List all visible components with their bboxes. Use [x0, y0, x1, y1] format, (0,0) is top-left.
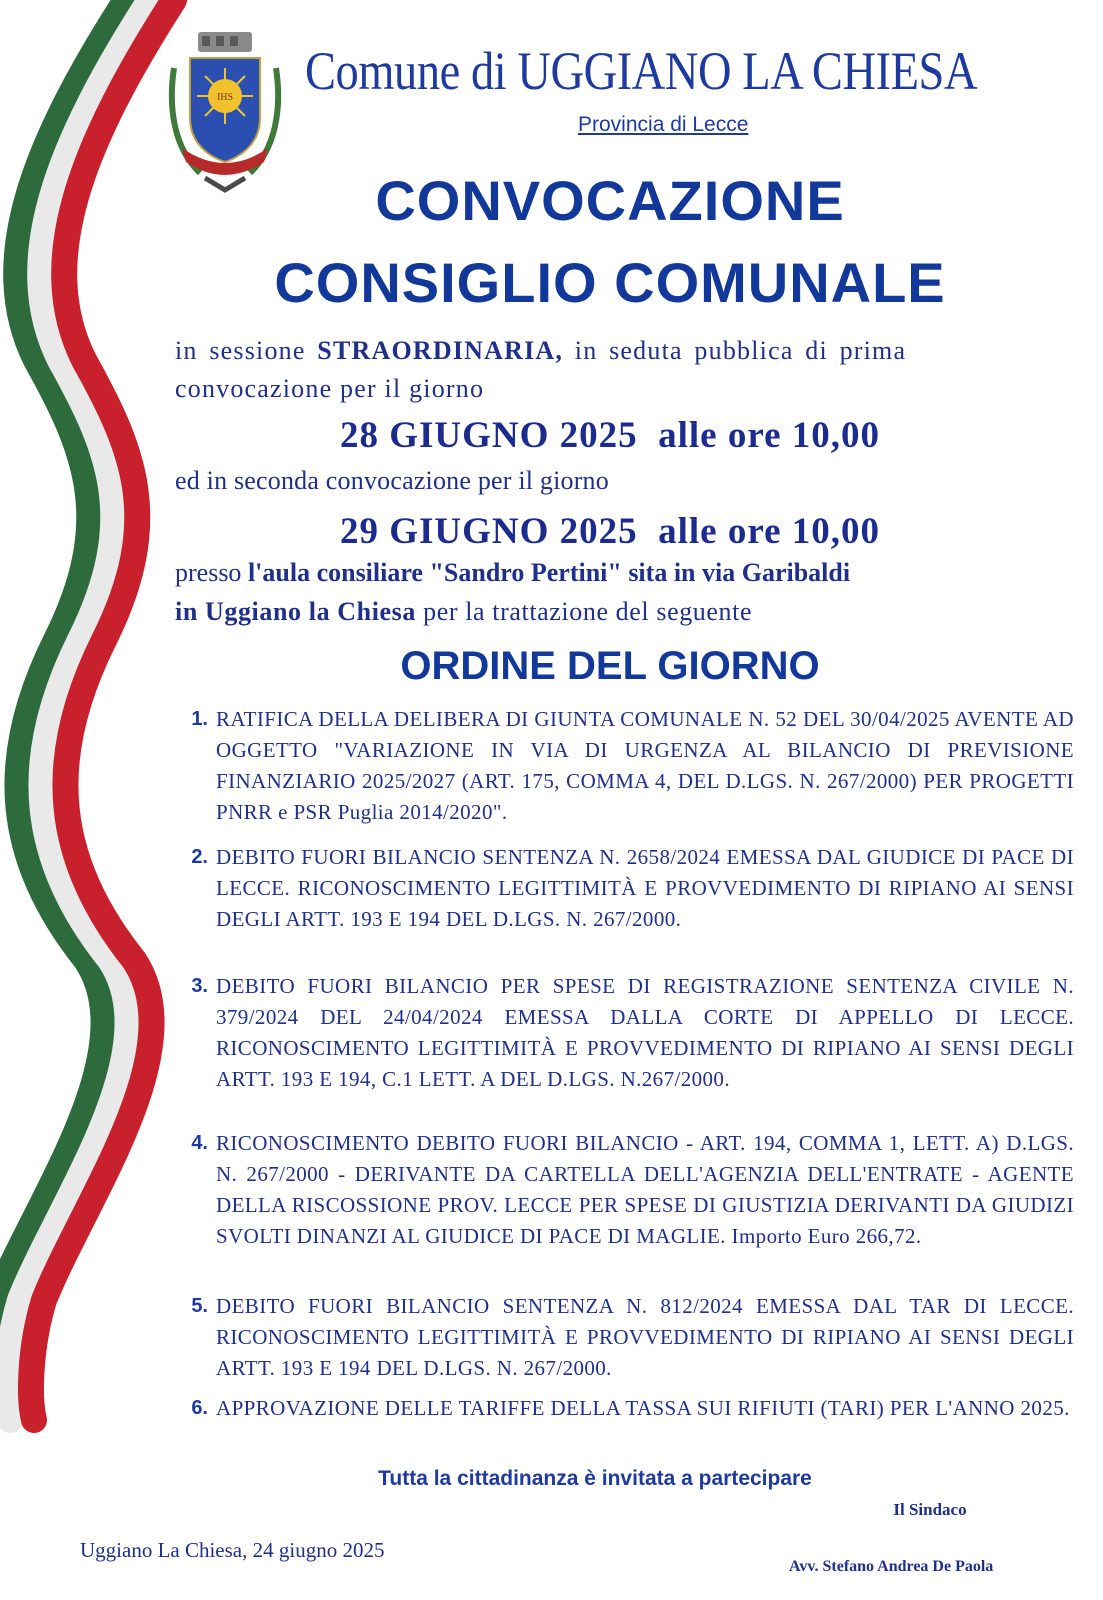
second-convocation-date: [200, 510, 1020, 553]
venue-town: in Uggiano la Chiesa: [175, 597, 416, 626]
agenda-item-text: RATIFICA DELLA DELIBERA DI GIUNTA COMUNALE N. 52 DEL 30/04/2025 AVENTE AD OGGETTO "VARIAZIONE IN VIA DI URGENZA AL BILANCIO DI PREVISIONE FINANZIARIO 2025/2027 (ART. 175, COMMA 4, DEL D.LGS. N. 267/2000) PER PROGETTI PNRR e PSR Puglia 2014/2020".: [216, 707, 1074, 824]
agenda-title: ORDINE DEL GIORNO: [400, 644, 820, 688]
venue-presso: presso: [175, 558, 242, 587]
agenda-item-number: 2.: [191, 846, 208, 868]
agenda-item-text: RICONOSCIMENTO DEBITO FUORI BILANCIO - ART. 194, COMMA 1, LETT. A) D.LGS. N. 267/2000 - DERIVANTE DA CARTELLA DELL'AGENZIA DELL'ENTRATE - AGENTE DELLA RISCOSSIONE PROV. LECCE PER SPESE DI GIUSTIZIA DERIVANTI DA GIUDIZI SVOLTI DINANZI AL GIUDICE DI PACE DI MAGLIE. Importo Euro 266,72.: [216, 1131, 1074, 1248]
first-time: alle ore 10,00: [658, 415, 881, 456]
tricolor-ribbon: [0, 0, 200, 1600]
venue-line2: [175, 597, 1050, 627]
agenda-item-number: 5.: [191, 1295, 208, 1317]
agenda-item-text: DEBITO FUORI BILANCIO SENTENZA N. 2658/2024 EMESSA DAL GIUDICE DI PACE DI LECCE. RICONOSCIMENTO LEGITTIMITÀ E PROVVEDIMENTO DI RIPIANO AI SENSI DEGLI ARTT. 193 E 194 DEL D.LGS. N. 267/2000.: [216, 845, 1074, 931]
second-date: 29 GIUGNO 2025: [339, 511, 638, 552]
agenda-item-number: 4.: [191, 1132, 208, 1154]
agenda-item-text: DEBITO FUORI BILANCIO SENTENZA N. 812/2024 EMESSA DAL TAR DI LECCE. RICONOSCIMENTO LEGITTIMITÀ E PROVVEDIMENTO DI RIPIANO AI SENSI DEGLI ARTT. 193 E 194 DEL D.LGS. N. 267/2000.: [216, 1294, 1074, 1380]
province-link[interactable]: Provincia di Lecce: [578, 113, 749, 136]
intro-session-type: STRAORDINARIA,: [317, 336, 564, 365]
intro-session-text: in sessione: [175, 336, 306, 365]
first-convocation-date: [200, 414, 1020, 457]
intro-seduta-text: in seduta pubblica di prima: [574, 336, 907, 365]
signer-title: Il Sindaco: [893, 1500, 967, 1519]
heading-line2: CONSIGLIO COMUNALE: [274, 251, 946, 314]
agenda-item-number: 3.: [191, 975, 208, 997]
second-time: alle ore 10,00: [658, 511, 881, 552]
first-date: 28 GIUGNO 2025: [339, 415, 638, 456]
heading-line1: CONVOCAZIONE: [375, 169, 845, 232]
venue-line: [175, 558, 1050, 588]
place-and-date: Uggiano La Chiesa, 24 giugno 2025: [80, 1538, 385, 1562]
intro-line1: [175, 336, 1050, 366]
agenda-item-number: 6.: [191, 1397, 208, 1419]
crest-motto: IHS: [216, 92, 234, 103]
signer-name: Avv. Stefano Andrea De Paola: [789, 1558, 994, 1575]
intro-line2: convocazione per il giorno: [175, 374, 485, 403]
agenda-item-text: DEBITO FUORI BILANCIO PER SPESE DI REGISTRAZIONE SENTENZA CIVILE N. 379/2024 DEL 24/04/2024 EMESSA DALLA CORTE DI APPELLO DI LECCE. RICONOSCIMENTO LEGITTIMITÀ E PROVVEDIMENTO DI RIPIANO AI SENSI DEGLI ARTT. 193 E 194, C.1 LETT. A DEL D.LGS. N.267/2000.: [216, 974, 1074, 1091]
second-convocation-text: ed in seconda convocazione per il giorno: [175, 466, 609, 495]
agenda-item-number: 1.: [191, 708, 208, 730]
invitation-text: Tutta la cittadinanza è invitata a partecipare: [378, 1467, 812, 1490]
venue-name: l'aula consiliare "Sandro Pertini" sita in via Garibaldi: [247, 558, 851, 587]
agenda-item-text: APPROVAZIONE DELLE TARIFFE DELLA TASSA SUI RIFIUTI (TARI) PER L'ANNO 2025.: [216, 1396, 1070, 1420]
venue-trattazione: per la trattazione del seguente: [423, 597, 753, 626]
municipality-title: Comune di UGGIANO LA CHIESA: [305, 41, 978, 101]
